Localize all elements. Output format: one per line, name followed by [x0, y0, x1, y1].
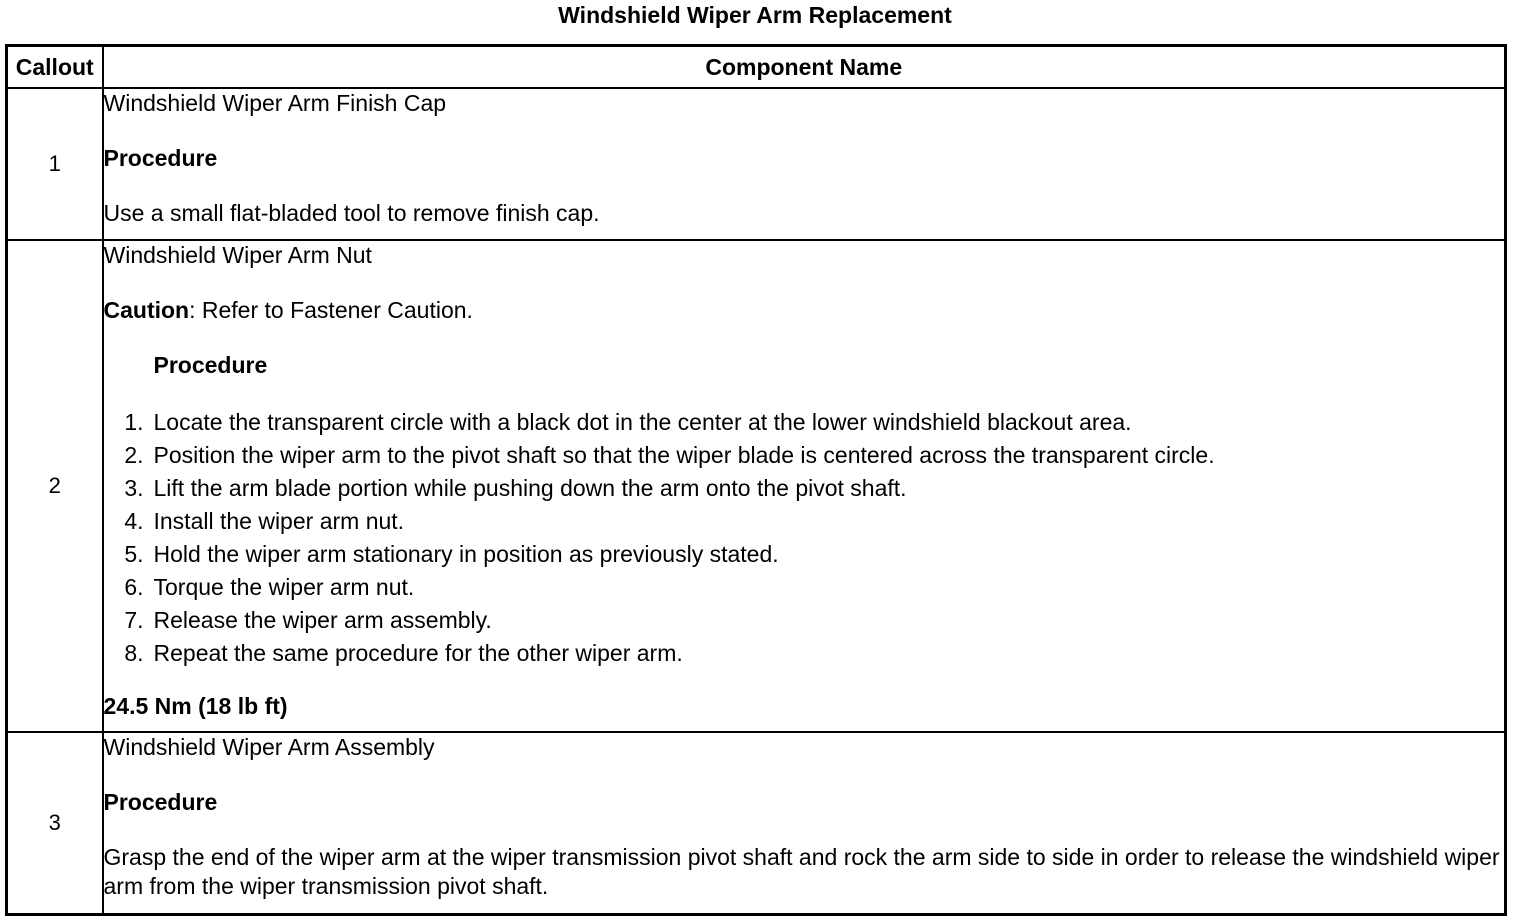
step-number: 7.: [124, 607, 144, 633]
caution-label: Caution: [103, 297, 190, 323]
step-number: 1.: [124, 409, 144, 435]
procedure-text: Grasp the end of the wiper arm at the wiper transmission pivot shaft and rock the arm side to side in order to release the windshield wiper arm from the wiper transmission pivot shaft.: [103, 844, 1500, 899]
caution-text: : Refer to Fastener Caution.: [189, 297, 473, 323]
step-text: Repeat the same procedure for the other wiper arm.: [153, 640, 683, 666]
component-name-column-header: Component Name: [103, 46, 1506, 89]
list-item: [104, 472, 1505, 505]
table-header-row: [7, 46, 1506, 89]
step-number: 3.: [124, 475, 144, 501]
procedure-heading: Procedure: [103, 145, 218, 171]
component-name: Windshield Wiper Arm Finish Cap: [103, 90, 447, 116]
step-number: 6.: [124, 574, 144, 600]
procedure-heading: Procedure: [153, 352, 268, 378]
callout-number: 1: [7, 88, 103, 240]
table-row: [7, 88, 1506, 240]
procedure-steps: [104, 406, 1505, 670]
list-item: [104, 571, 1505, 604]
table-row: [7, 732, 1506, 914]
callout-column-header: Callout: [7, 46, 103, 89]
callout-number: 2: [7, 240, 103, 732]
step-text: Position the wiper arm to the pivot shaft so that the wiper blade is centered across the transparent circle.: [153, 442, 1215, 468]
list-item: [104, 538, 1505, 571]
caution-note: [104, 296, 1505, 325]
step-text: Torque the wiper arm nut.: [153, 574, 415, 600]
step-text: Lift the arm blade portion while pushing down the arm onto the pivot shaft.: [153, 475, 907, 501]
component-cell: [103, 240, 1506, 732]
callout-number: 3: [7, 732, 103, 914]
list-item: [104, 406, 1505, 439]
component-name: Windshield Wiper Arm Assembly: [103, 734, 435, 760]
step-text: Release the wiper arm assembly.: [153, 607, 492, 633]
table-row: [7, 240, 1506, 732]
step-text: Locate the transparent circle with a black dot in the center at the lower windshield blackout area.: [153, 409, 1132, 435]
step-text: Hold the wiper arm stationary in position as previously stated.: [153, 541, 779, 567]
procedure-table: [5, 44, 1507, 916]
procedure-text: Use a small flat-bladed tool to remove finish cap.: [103, 200, 600, 226]
component-cell: [103, 88, 1506, 240]
torque-spec: 24.5 Nm (18 lb ft): [103, 693, 288, 719]
step-number: 8.: [124, 640, 144, 666]
page-title: Windshield Wiper Arm Replacement: [558, 2, 952, 28]
list-item: [104, 505, 1505, 538]
step-text: Install the wiper arm nut.: [153, 508, 405, 534]
procedure-heading: Procedure: [103, 789, 218, 815]
list-item: [104, 637, 1505, 670]
component-cell: [103, 732, 1506, 914]
component-name: Windshield Wiper Arm Nut: [103, 242, 372, 268]
list-item: [104, 604, 1505, 637]
step-number: 2.: [124, 442, 144, 468]
step-number: 4.: [124, 508, 144, 534]
list-item: [104, 439, 1505, 472]
step-number: 5.: [124, 541, 144, 567]
